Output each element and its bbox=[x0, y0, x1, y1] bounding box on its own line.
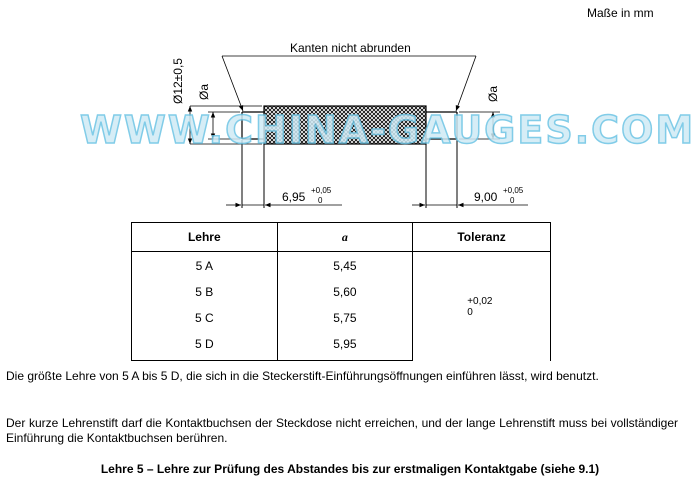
dia-a-left-label: Øa bbox=[197, 83, 211, 100]
dia-a-right-label: Øa bbox=[486, 85, 500, 102]
table-header-row bbox=[132, 223, 551, 252]
left-length-dimension bbox=[226, 186, 342, 205]
edge-note-label: Kanten nicht abrunden bbox=[290, 41, 411, 55]
edge-note bbox=[222, 41, 476, 111]
dim-right-value: 9,00 bbox=[474, 190, 498, 204]
dim-left-tol-lower: 0 bbox=[318, 196, 323, 205]
dim-left-value: 6,95 bbox=[282, 190, 306, 204]
cell-a: 5,75 bbox=[277, 305, 413, 331]
figure-caption: Lehre 5 – Lehre zur Prüfung des Abstandes bis zur erstmaligen Kontaktgabe (siehe 9.1) bbox=[100, 462, 600, 476]
header-a: a bbox=[277, 223, 413, 252]
dim-left-tol-upper: +0,05 bbox=[311, 186, 332, 195]
cell-a: 5,60 bbox=[277, 279, 413, 305]
cell-a: 5,45 bbox=[277, 252, 413, 280]
header-toleranz: Toleranz bbox=[413, 223, 551, 252]
lehre-table bbox=[131, 222, 551, 361]
cell-lehre: 5 D bbox=[132, 331, 278, 361]
cell-a: 5,95 bbox=[277, 331, 413, 361]
cell-lehre: 5 C bbox=[132, 305, 278, 331]
paragraph-contact-rule: Der kurze Lehrenstift darf die Kontaktbuchsen der Steckdose nicht erreichen, und der lange Lehrenstift muss bei vollständiger Einführung die Kontaktbuchsen berühren. bbox=[6, 416, 678, 445]
cell-tolerance bbox=[413, 252, 551, 361]
dim-right-tol-lower: 0 bbox=[510, 196, 515, 205]
cell-lehre: 5 B bbox=[132, 279, 278, 305]
unit-note: Maße in mm bbox=[587, 6, 654, 20]
header-lehre: Lehre bbox=[132, 223, 278, 252]
table-row bbox=[132, 252, 551, 280]
watermark: WWW.CHINA-GAUGES.COM bbox=[80, 108, 696, 152]
paragraph-largest-gauge: Die größte Lehre von 5 A bis 5 D, die sich in die Steckerstift-Einführungsöffnungen einführen lässt, wird benutzt. bbox=[6, 369, 599, 383]
outer-diameter-label: Ø12±0,5 bbox=[171, 58, 185, 104]
tolerance-lower: 0 bbox=[467, 306, 473, 318]
right-length-dimension bbox=[412, 186, 528, 205]
cell-lehre: 5 A bbox=[132, 252, 278, 280]
dim-right-tol-upper: +0,05 bbox=[503, 186, 524, 195]
tolerance-upper: +0,02 bbox=[467, 295, 493, 307]
